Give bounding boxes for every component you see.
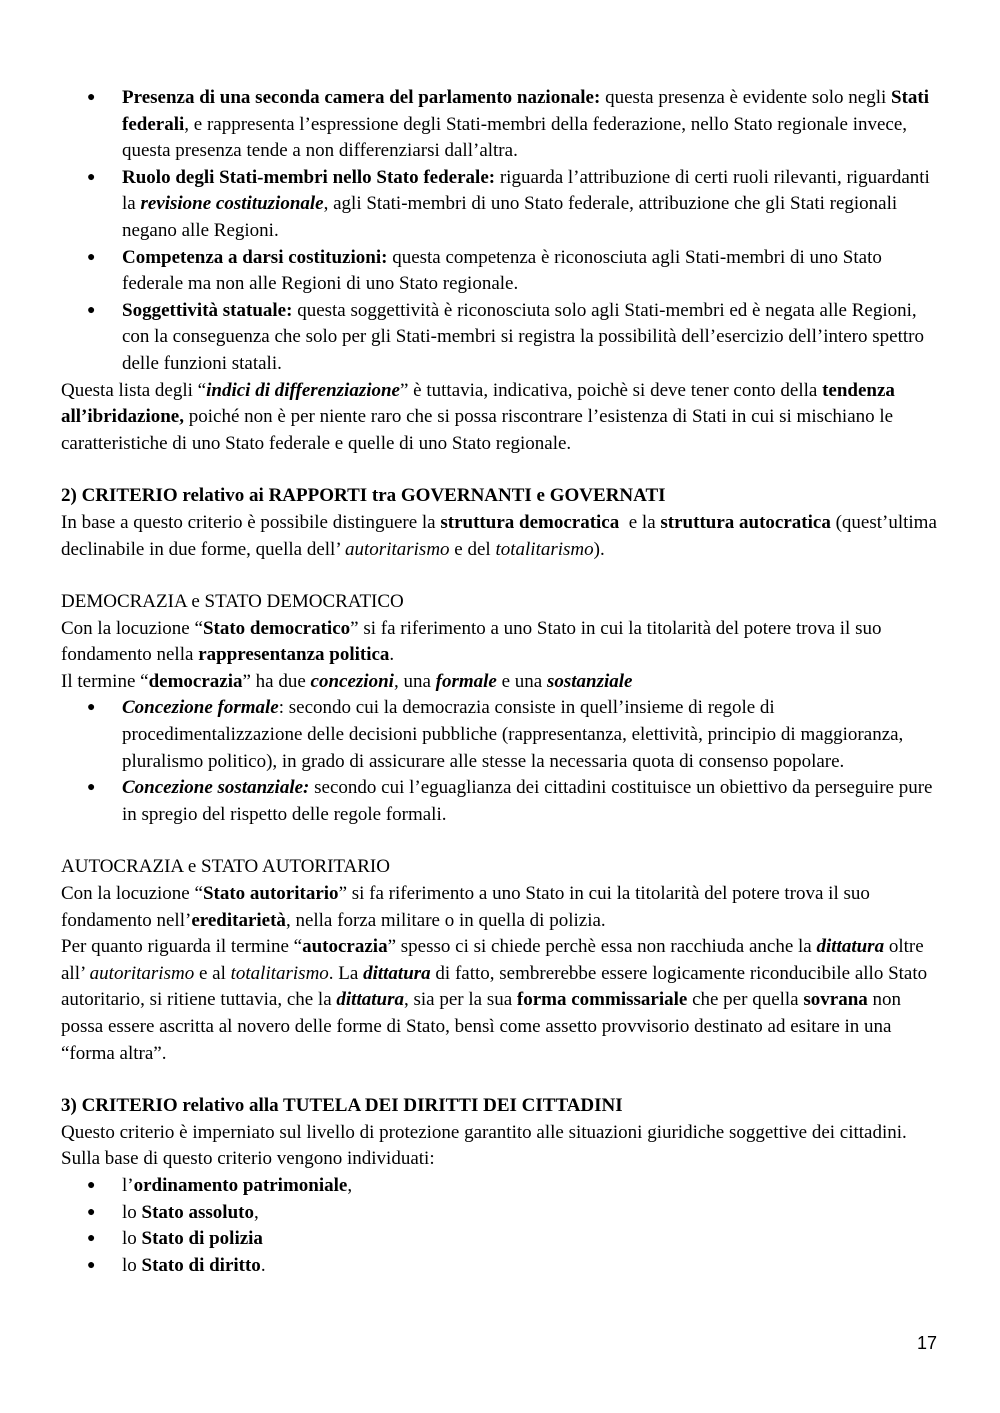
subheading-autocrazia: AUTOCRAZIA e STATO AUTORITARIO: [61, 856, 390, 878]
section-heading-2: 2) CRITERIO relativo ai RAPPORTI tra GOVERNANTI e GOVERNATI: [61, 485, 666, 507]
list-item: ● Competenza a darsi costituzioni: questa competenza è riconosciuta agli Stati-membri di uno Stato federale ma non alle Regioni di uno Stato regionale.: [87, 246, 882, 295]
paragraph-stato-democratico: Con la locuzione “Stato democratico” si fa riferimento a uno Stato in cui la titolarità del potere trova il suo fondamento nella rappresentanza politica.: [61, 617, 882, 666]
bullet-icon: ●: [87, 1257, 96, 1273]
paragraph-criterio-2: In base a questo criterio è possibile distinguere la struttura democratica e la struttura autocratica (quest’ultima declinabile in due forme, quella dell’ autoritarismo e del totalitarismo).: [61, 511, 937, 560]
paragraph-criterio-3: Questo criterio è imperniato sul livello di protezione garantito alle situazioni giuridiche soggettive dei cittadini. Sulla base di questo criterio vengono individuati:: [61, 1121, 907, 1170]
list-federal-indices: [61, 85, 941, 378]
bullet-icon: ●: [87, 1231, 96, 1247]
bullet-icon: ●: [87, 1177, 96, 1193]
list-item: ● Concezione sostanziale: secondo cui l’eguaglianza dei cittadini costituisce un obiettivo da perseguire pure in spregio del rispetto delle regole formali.: [87, 777, 933, 825]
subheading-democrazia: DEMOCRAZIA e STATO DEMOCRATICO: [61, 591, 404, 613]
paragraph-democrazia-concezioni: Il termine “democrazia” ha due concezioni, una formale e una sostanziale: [61, 670, 633, 692]
bullet-icon: ●: [87, 249, 96, 265]
paragraph-stato-autoritario: Con la locuzione “Stato autoritario” si fa riferimento a uno Stato in cui la titolarità del potere trova il suo fondamento nell’ereditarietà, nella forza militare o in quella di polizia.: [61, 883, 870, 931]
list-item: ● l’ordinamento patrimoniale,: [61, 1173, 941, 1200]
document-page: [61, 85, 941, 1279]
paragraph-autocrazia: Per quanto riguarda il termine “autocrazia” spesso ci si chiede perchè essa non racchiuda anche la dittatura oltre all’ autoritarismo e al totalitarismo. La dittatura di fatto, sembrerebbe essere logicamente riconducibile allo Stato autoritario, si ritiene tuttavia, che la dittatura, sia per la sua forma commissariale che per quella sovrana non possa essere ascritta al novero delle forme di Stato, bensì come assetto provvisorio destinato ad esitare in una “forma altra”.: [61, 936, 928, 1064]
page-number: 17: [917, 1333, 938, 1353]
bullet-icon: ●: [87, 1204, 96, 1220]
list-item: ● Presenza di una seconda camera del parlamento nazionale: questa presenza è evidente solo negli Stati federali, e rappresenta l’espressione degli Stati-membri della federazione, nello Stato regionale invece, questa presenza tende a non differenziarsi dall’altra.: [87, 87, 930, 162]
list-item: ● Soggettività statuale: questa soggettività è riconosciuta solo agli Stati-membri ed è negata alle Regioni, con la conseguenza che solo per gli Stati-membri si registra la possibilità dell’esercizio dell’intero spettro delle funzioni statali.: [87, 299, 924, 374]
term: Presenza di una seconda camera del parlamento nazionale:: [122, 87, 601, 108]
list-item: ● lo Stato assoluto,: [61, 1200, 941, 1227]
bullet-icon: ●: [87, 90, 96, 105]
list-concezioni: [61, 695, 941, 828]
term: Concezione sostanziale:: [122, 777, 310, 799]
list-item: ● Concezione formale: secondo cui la democrazia consiste in quell’insieme di regole di procedimentalizzazione delle decisioni pubbliche (rappresentanza, elettività, principio di maggioranza, pluralismo politico), in grado di assicurare alle stesse la necessaria quota di consenso popolare.: [87, 697, 904, 772]
list-item: ● Ruolo degli Stati-membri nello Stato federale: riguarda l’attribuzione di certi ruoli rilevanti, riguardanti la revisione costituzionale, agli Stati-membri di uno Stato federale, attribuzione che gli Stati regionali negano alle Regioni.: [87, 166, 930, 241]
section-heading-3: 3) CRITERIO relativo alla TUTELA DEI DIRITTI DEI CITTADINI: [61, 1095, 623, 1117]
term: Ruolo degli Stati-membri nello Stato federale:: [122, 166, 496, 188]
paragraph-ibridazione: Questa lista degli “indici di differenziazione” è tuttavia, indicativa, poichè si deve tener conto della tendenza all’ibridazione, poiché non è per niente raro che si possa riscontrare l’esistenza di Stati in cui si mischiano le caratteristiche di uno Stato federale e quelle di uno Stato regionale.: [61, 379, 895, 454]
term: Competenza a darsi costituzioni:: [122, 246, 388, 268]
list-item: ● lo Stato di diritto.: [61, 1253, 941, 1280]
bullet-icon: ●: [87, 302, 96, 318]
term: Concezione formale: [122, 697, 279, 719]
bullet-icon: ●: [87, 700, 96, 716]
list-item: ● lo Stato di polizia: [61, 1226, 941, 1253]
bullet-icon: ●: [87, 169, 96, 185]
list-stati: [61, 1173, 941, 1279]
bullet-icon: ●: [87, 780, 96, 796]
term: Soggettività statuale:: [122, 299, 293, 321]
